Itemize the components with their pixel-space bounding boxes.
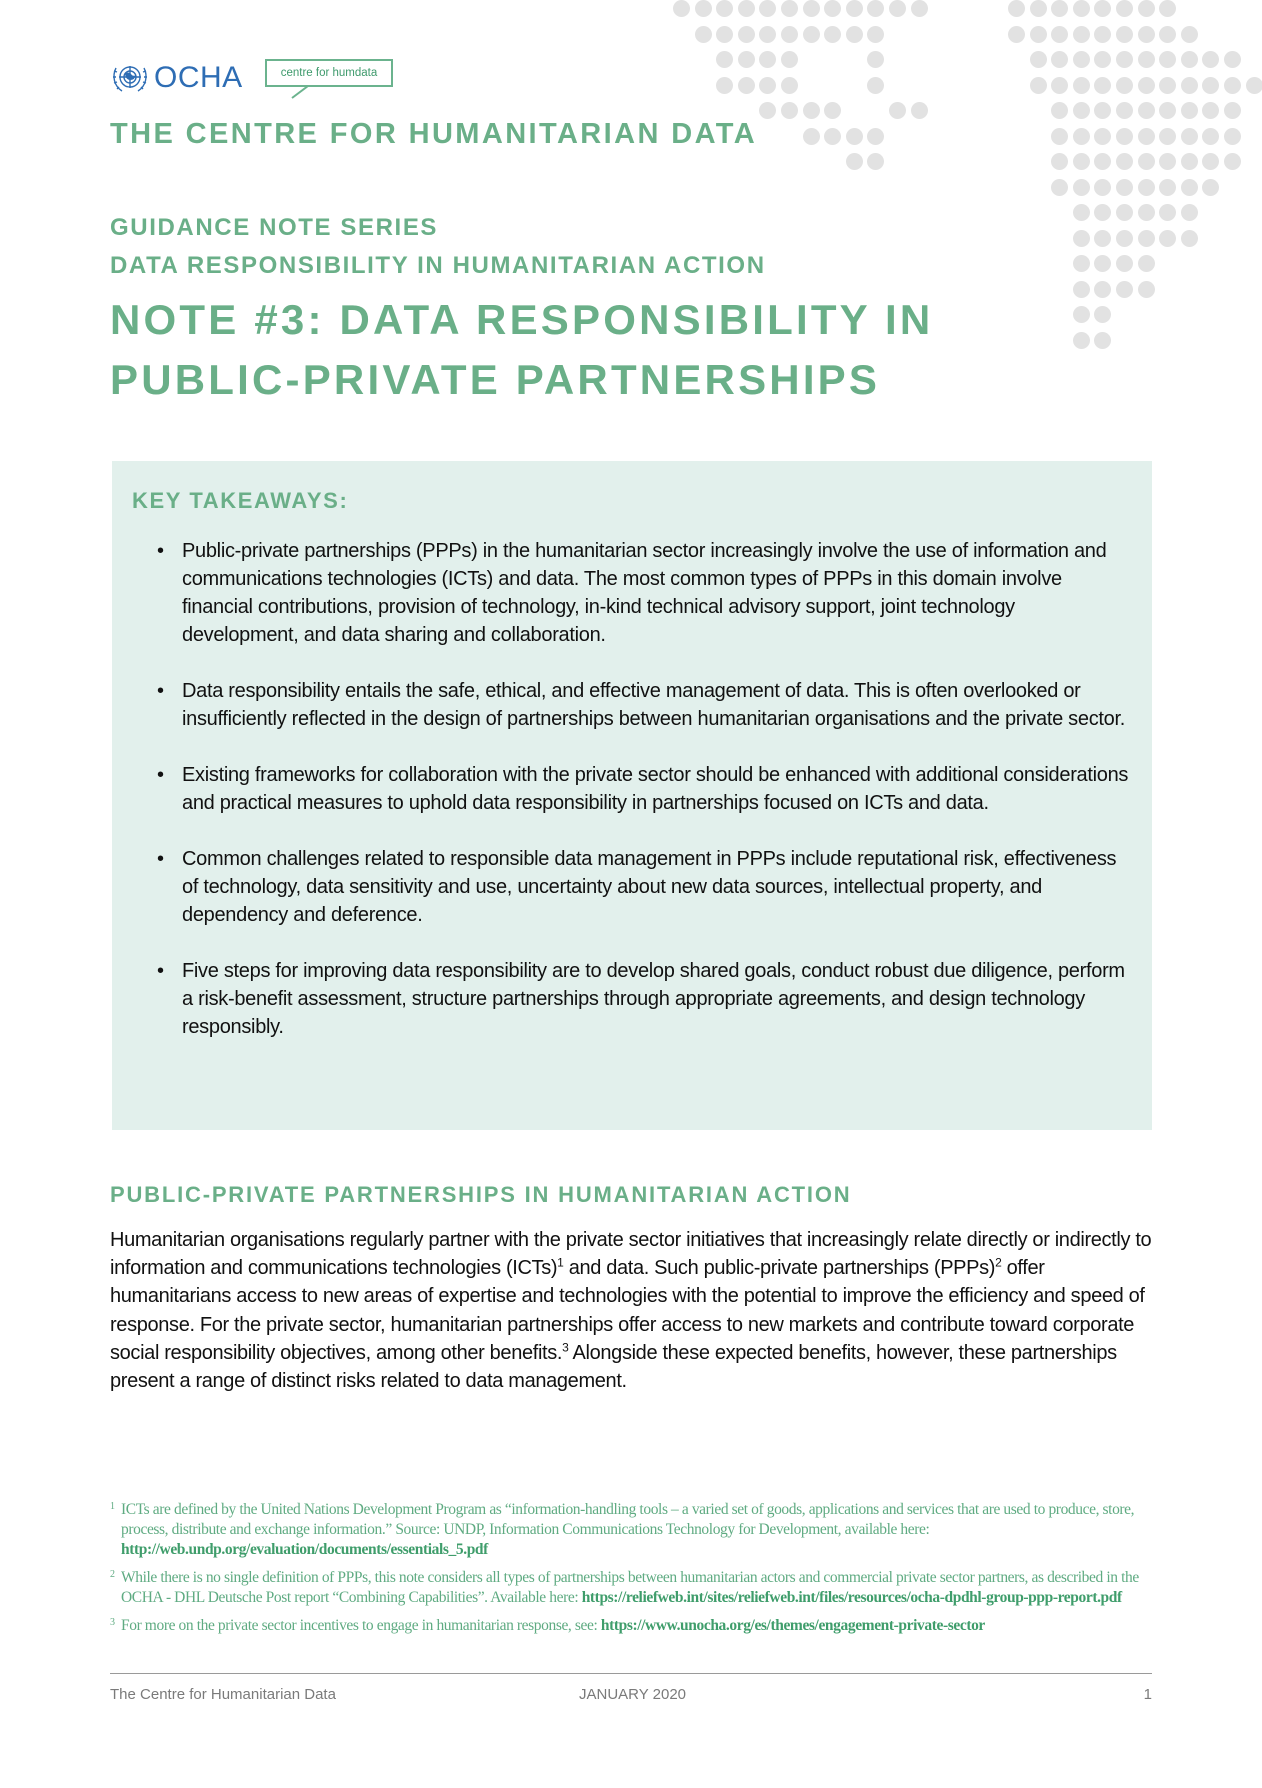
map-dot (1116, 51, 1133, 68)
map-dot (1202, 153, 1219, 170)
map-dot (1116, 204, 1133, 221)
series-heading (110, 209, 766, 285)
map-dot (1094, 51, 1111, 68)
map-dot (695, 0, 712, 17)
map-dot (1181, 230, 1198, 247)
map-dot (781, 26, 798, 43)
map-dot (1051, 26, 1068, 43)
map-dot (846, 128, 863, 145)
takeaway-item (132, 845, 1132, 929)
map-dot (1094, 77, 1111, 94)
map-dot (846, 0, 863, 17)
takeaway-text: Common challenges related to responsible data management in PPPs include reputational risk, effectiveness of technology, data sensitivity and use, uncertainty about new data sources, intellectual property, and dependency and deference. (182, 848, 1117, 926)
footnote-number: 3 (110, 1617, 115, 1628)
map-dot (1159, 102, 1176, 119)
map-dot (1094, 26, 1111, 43)
footnote-text: While there is no single definition of PPPs, this note considers all types of partnerships between humanitarian actors and commercial private sector partners, as described in the OCHA - DHL Deutsche Post report “Combining Capabilities”. Available here: (121, 1569, 1139, 1606)
footnote-number: 1 (110, 1501, 115, 1512)
map-dot (1138, 0, 1155, 17)
footnote-2 (110, 1568, 1160, 1608)
map-dot (738, 77, 755, 94)
title-line-1: NOTE #3: DATA RESPONSIBILITY IN (110, 296, 934, 343)
map-dot (1094, 179, 1111, 196)
map-dot (1116, 77, 1133, 94)
map-dot (1116, 153, 1133, 170)
map-dot (1116, 26, 1133, 43)
footnote-link[interactable]: https://www.unocha.org/es/themes/engagement-private-sector (600, 1617, 985, 1634)
map-dot (1051, 128, 1068, 145)
map-dot (759, 77, 776, 94)
map-dot (1181, 26, 1198, 43)
map-dot (1073, 77, 1090, 94)
map-dot (1138, 153, 1155, 170)
map-dot (1073, 255, 1090, 272)
map-dot (1138, 230, 1155, 247)
map-dot (1159, 204, 1176, 221)
map-dot (803, 0, 820, 17)
map-dot (1138, 179, 1155, 196)
takeaway-item (132, 761, 1132, 817)
takeaway-item (132, 537, 1132, 649)
map-dot (1116, 230, 1133, 247)
footnote-text: For more on the private sector incentives to engage in humanitarian response, see: (121, 1617, 601, 1634)
title-line-2: PUBLIC-PRIVATE PARTNERSHIPS (110, 356, 881, 403)
map-dot (759, 51, 776, 68)
map-dot (1138, 51, 1155, 68)
map-dot (1073, 204, 1090, 221)
map-dot (759, 102, 776, 119)
map-dot (1181, 179, 1198, 196)
map-dot (1159, 51, 1176, 68)
map-dot (1073, 51, 1090, 68)
map-dot (738, 51, 755, 68)
paragraph-text: Alongside these expected benefits, however, these partnerships present a range of distinct risks related to data management. (110, 1341, 1117, 1393)
map-dot (759, 0, 776, 17)
map-dot (1116, 102, 1133, 119)
takeaways-list (132, 537, 1132, 1041)
map-dot (738, 0, 755, 17)
map-dot (1224, 153, 1241, 170)
footnotes (110, 1500, 1160, 1644)
key-takeaways-box (112, 461, 1152, 1130)
map-dot (1159, 77, 1176, 94)
map-dot (1138, 204, 1155, 221)
map-dot (1051, 153, 1068, 170)
map-dot (1138, 102, 1155, 119)
body-paragraph (110, 1226, 1152, 1395)
map-dot (738, 26, 755, 43)
map-dot (1138, 26, 1155, 43)
map-dot (673, 0, 690, 17)
map-dot (1094, 0, 1111, 17)
map-dot (1094, 332, 1111, 349)
map-dot (824, 0, 841, 17)
map-dot (1094, 230, 1111, 247)
footer-divider (110, 1673, 1152, 1674)
map-dot (1246, 77, 1262, 94)
map-dot (1224, 128, 1241, 145)
paragraph-text: offer humanitarians access to new areas of expertise and technologies with the potential to improve the efficiency and speed of response. For the private sector, humanitarian partnerships offer access to new markets and contribute toward corporate social responsibility objectives, among other benefits. (110, 1257, 1145, 1364)
map-dot (824, 102, 841, 119)
map-dot (1181, 204, 1198, 221)
footnote-ref-2[interactable]: 2 (995, 1255, 1002, 1270)
map-dot (1181, 153, 1198, 170)
footnote-number: 2 (110, 1569, 115, 1580)
map-dot (1202, 77, 1219, 94)
map-dot (1202, 102, 1219, 119)
footnote-link[interactable]: https://reliefweb.int/sites/reliefweb.int/files/resources/ocha-dpdhl-group-ppp-report.pdf (581, 1589, 1122, 1606)
bullet-icon: • (157, 764, 164, 786)
map-dot (1138, 281, 1155, 298)
map-dot (1159, 26, 1176, 43)
map-dot (1051, 102, 1068, 119)
map-dot (716, 77, 733, 94)
map-dot (1159, 0, 1176, 17)
map-dot (889, 102, 906, 119)
takeaway-text: Existing frameworks for collaboration with the private sector should be enhanced with additional considerations and practical measures to uphold data responsibility in partnerships focused on ICTs and data. (182, 764, 1129, 814)
map-dot (1073, 332, 1090, 349)
map-dot (803, 102, 820, 119)
map-dot (1224, 102, 1241, 119)
map-dot (1073, 0, 1090, 17)
takeaway-text: Public-private partnerships (PPPs) in the humanitarian sector increasingly involve the use of information and communications technologies (ICTs) and data. The most common types of PPPs in this domain involve financial contributions, provision of technology, in-kind technical advisory support, joint technology development, and data sharing and collaboration. (182, 540, 1107, 646)
paragraph-text: and data. Such public-private partnerships (PPPs) (563, 1257, 996, 1280)
map-dot (781, 77, 798, 94)
map-dot (1116, 281, 1133, 298)
map-dot (1030, 0, 1047, 17)
map-dot (1008, 26, 1025, 43)
map-dot (1073, 153, 1090, 170)
map-dot (803, 128, 820, 145)
map-dot (1051, 179, 1068, 196)
map-dot (1094, 306, 1111, 323)
map-dot (867, 153, 884, 170)
map-dot (1159, 128, 1176, 145)
takeaway-item (132, 957, 1132, 1041)
map-dot (1181, 77, 1198, 94)
map-dot (1094, 204, 1111, 221)
takeaway-text: Data responsibility entails the safe, ethical, and effective management of data. This is often overlooked or insufficiently reflected in the design of partnerships between humanitarian organisations and the private sector. (182, 680, 1125, 730)
map-dot (889, 0, 906, 17)
map-dot (1116, 179, 1133, 196)
footer-date: JANUARY 2020 (579, 1686, 687, 1703)
map-dot (1116, 0, 1133, 17)
map-dot (1116, 128, 1133, 145)
footnote-ref-3[interactable]: 3 (562, 1340, 569, 1355)
map-dot (803, 26, 820, 43)
humdata-badge: centre for humdata (265, 59, 393, 87)
map-dot (1030, 26, 1047, 43)
footnote-3 (110, 1616, 1160, 1636)
map-dot (695, 26, 712, 43)
map-dot (1073, 230, 1090, 247)
map-dot (1094, 255, 1111, 272)
map-dot (867, 128, 884, 145)
map-dot (824, 128, 841, 145)
map-dot (781, 0, 798, 17)
footnote-link[interactable]: http://web.undp.org/evaluation/documents/essentials_5.pdf (121, 1541, 488, 1558)
key-takeaways-heading: KEY TAKEAWAYS: (132, 488, 349, 513)
map-dot (1159, 230, 1176, 247)
map-dot (867, 51, 884, 68)
map-dot (1202, 51, 1219, 68)
map-dot (1202, 179, 1219, 196)
map-dot (1138, 77, 1155, 94)
map-dot (1030, 51, 1047, 68)
map-dot (716, 26, 733, 43)
map-dot (867, 0, 884, 17)
map-dot (1073, 128, 1090, 145)
map-dot (1138, 255, 1155, 272)
org-title: THE CENTRE FOR HUMANITARIAN DATA (110, 118, 758, 150)
bullet-icon: • (157, 848, 164, 870)
page-title (110, 290, 933, 410)
map-dot (1073, 102, 1090, 119)
bullet-icon: • (157, 960, 164, 982)
map-dot (1094, 102, 1111, 119)
paragraph-text: Humanitarian organisations regularly partner with the private sector initiatives that increasingly relate directly or indirectly to information and communications technologies (ICTs) (110, 1229, 1152, 1280)
bullet-icon: • (157, 680, 164, 702)
map-dot (1051, 51, 1068, 68)
map-dot (1181, 128, 1198, 145)
map-dot (1159, 179, 1176, 196)
footnote-text: ICTs are defined by the United Nations Development Program as “information-handling tools – a varied set of goods, applications and services that are used to produce, store, process, distribute and exchange information.” Source: UNDP, Information Communications Technology for Development, available here: (121, 1501, 1135, 1538)
map-dot (911, 0, 928, 17)
map-dot (867, 77, 884, 94)
map-dot (716, 51, 733, 68)
map-dot (781, 102, 798, 119)
map-dot (781, 51, 798, 68)
map-dot (1138, 128, 1155, 145)
map-dot (846, 26, 863, 43)
map-dot (1008, 0, 1025, 17)
ocha-logo (110, 58, 243, 98)
footnote-1 (110, 1500, 1160, 1560)
map-dot (1073, 281, 1090, 298)
map-dot (1051, 77, 1068, 94)
footer-org: The Centre for Humanitarian Data (110, 1686, 336, 1703)
map-dot (1051, 0, 1068, 17)
ocha-wordmark: OCHA (154, 61, 243, 94)
map-dot (1073, 306, 1090, 323)
map-dot (911, 102, 928, 119)
map-dot (1159, 153, 1176, 170)
map-dot (1181, 51, 1198, 68)
map-dot (716, 0, 733, 17)
map-dot (1116, 255, 1133, 272)
section-heading: PUBLIC-PRIVATE PARTNERSHIPS IN HUMANITARIAN ACTION (110, 1182, 852, 1207)
map-dot (1224, 51, 1241, 68)
map-dot (1094, 153, 1111, 170)
speech-bubble-tail-icon (290, 86, 312, 100)
map-dot (1181, 102, 1198, 119)
map-dot (1094, 281, 1111, 298)
map-dot (1073, 26, 1090, 43)
takeaway-item (132, 677, 1132, 733)
map-dot (867, 26, 884, 43)
map-dot (846, 153, 863, 170)
map-dot (1224, 77, 1241, 94)
map-dot (1094, 128, 1111, 145)
map-dot (759, 26, 776, 43)
map-dot (1030, 77, 1047, 94)
series-subtitle: DATA RESPONSIBILITY IN HUMANITARIAN ACTION (110, 252, 766, 279)
page-number: 1 (1143, 1686, 1152, 1703)
footnote-ref-1[interactable]: 1 (557, 1255, 564, 1270)
takeaway-text: Five steps for improving data responsibility are to develop shared goals, conduct robust due diligence, perform a risk-benefit assessment, structure partnerships through appropriate agreements, and design technology responsibly. (182, 960, 1125, 1038)
series-name: GUIDANCE NOTE SERIES (110, 214, 439, 241)
un-emblem-icon (110, 60, 150, 96)
map-dot (824, 26, 841, 43)
map-dot (1202, 128, 1219, 145)
map-dot (1073, 179, 1090, 196)
bullet-icon: • (157, 540, 164, 562)
